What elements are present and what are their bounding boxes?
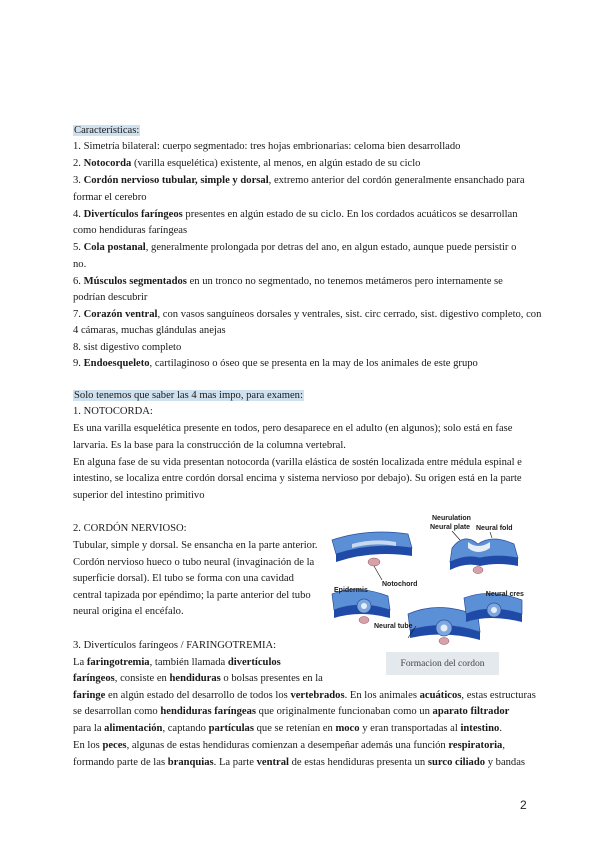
paragraph-line: faríngeos, consiste en hendiduras o bolsas presentes en la bbox=[73, 673, 323, 684]
heading-examen: Solo tenemos que saber las 4 mas impo, para examen: bbox=[74, 390, 303, 401]
label-notochord: Notochord bbox=[382, 581, 418, 588]
list-item: 2. Notocorda (varilla esquelética) existente, al menos, en algún estado de su ciclo bbox=[73, 158, 421, 169]
page-number: 2 bbox=[520, 798, 527, 812]
list-item: 7. Corazón ventral, con vasos sanguíneos dorsales y ventrales, sist. circ cerrado, sist. digestivo completo, con bbox=[73, 309, 542, 320]
paragraph-line: intestino, se localiza entre cordón dorsal encima y sistema nervioso por debajo). Su origen está en la parte bbox=[73, 473, 522, 484]
list-item: 8. sist digestivo completo bbox=[73, 342, 182, 353]
paragraph-line: neural origina el encéfalo. bbox=[73, 606, 184, 617]
paragraph-line: superficie dorsal). El tubo se forma con una cavidad bbox=[73, 573, 294, 584]
list-item-continuation: podrían descubrir bbox=[73, 292, 148, 303]
paragraph-line: Cordón nervioso hueco o tubo neural (invaginación de la bbox=[73, 557, 315, 568]
label-neural-plate: Neural plate bbox=[430, 524, 471, 531]
list-item-continuation: como hendiduras faríngeas bbox=[73, 225, 188, 236]
paragraph-line: se desarrollan como hendiduras faríngeas que originalmente funcionaban como un aparato filtrador bbox=[73, 706, 510, 717]
section-title-notocorda: 1. NOTOCORDA: bbox=[73, 406, 153, 417]
label-neurulation: Neurulation bbox=[432, 515, 471, 522]
section-title-faringo: 3. Divertículos faríngeos / FARINGOTREMIA: bbox=[73, 640, 277, 651]
paragraph-line: Es una varilla esquelética presente en todos, pero desaparece en el adulto (en algunos); solo está en fase bbox=[73, 423, 513, 434]
list-item-continuation: no. bbox=[73, 259, 87, 270]
list-item-continuation: formar el cerebro bbox=[73, 192, 147, 203]
list-item: 4. Divertículos faríngeos presentes en algún estado de su ciclo. En los cordados acuáticos se desarrollan bbox=[73, 209, 518, 220]
section-title-cordon: 2. CORDÓN NERVIOSO: bbox=[73, 523, 187, 534]
paragraph-line: larvaria. Es la base para la construcción de la columna vertebral. bbox=[73, 440, 346, 451]
label-epidermis: Epidermis bbox=[334, 587, 368, 594]
heading-caracteristicas: Características: bbox=[74, 125, 140, 136]
paragraph-line: En los peces, algunas de estas hendiduras comienzan a desempeñar además una función respiratoria, bbox=[73, 740, 505, 751]
list-item: 6. Músculos segmentados en un tronco no segmentado, no tenemos metámeros pero internamente se bbox=[73, 276, 503, 287]
figure-caption: Formacion del cordon bbox=[386, 652, 499, 675]
paragraph-line: Tubular, simple y dorsal. Se ensancha en la parte anterior. bbox=[73, 540, 318, 551]
label-neural-crest: Neural crest bbox=[485, 591, 524, 598]
paragraph-line: faringe en algún estado del desarrollo de todos los vertebrados. En los animales acuáticos, estas estructuras bbox=[73, 690, 536, 701]
list-item: 9. Endoesqueleto, cartilaginoso o óseo que se presenta en la may de los animales de este grupo bbox=[73, 358, 478, 369]
list-item: 5. Cola postanal, generalmente prolongada por detras del ano, en algun estado, aunque puede persistir o bbox=[73, 242, 517, 253]
list-item: 3. Cordón nervioso tubular, simple y dorsal, extremo anterior del cordón generalmente ensanchado para bbox=[73, 175, 525, 186]
paragraph-line: formando parte de las branquias. La parte ventral de estas hendiduras presenta un surco ciliado y bandas bbox=[73, 757, 526, 768]
paragraph-line: La faringotremia, también llamada divertículos bbox=[73, 657, 281, 668]
paragraph-line: para la alimentación, captando partículas que se retenían en moco y eran transportadas al intestino. bbox=[73, 723, 502, 734]
list-item: 1. Simetría bilateral: cuerpo segmentado: tres hojas embrionarias: celoma bien desarrollado bbox=[73, 141, 461, 152]
paragraph-line: superior del intestino primitivo bbox=[73, 490, 205, 501]
label-neural-fold: Neural fold bbox=[476, 525, 513, 532]
paragraph-line: En alguna fase de su vida presentan notocorda (varilla elástica de sostén localizada entre médula espinal e bbox=[73, 457, 522, 468]
label-neural-tube: Neural tube bbox=[374, 623, 413, 630]
paragraph-line: central tapizada por epéndimo; la parte anterior del tubo bbox=[73, 590, 311, 601]
list-item-continuation: 4 cámaras, muchas glándulas anejas bbox=[73, 325, 226, 336]
